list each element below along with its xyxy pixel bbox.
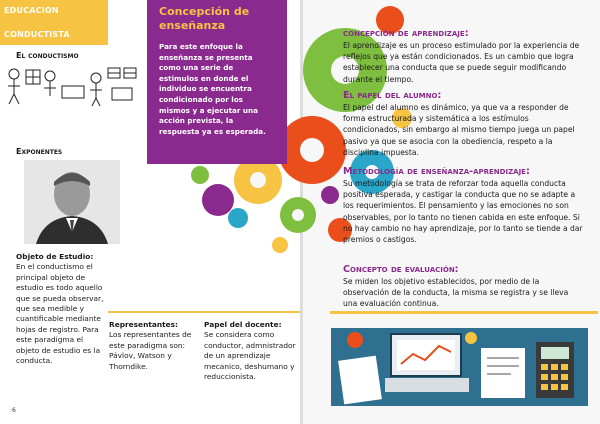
objeto-text: En el conductismo el principal objeto de estudio es todo aquello que se pueda observar, que sea medible y cuantificable mediante hojas de registro. Para este paradigma el objeto de estudio es la conducta. bbox=[16, 262, 104, 366]
alumno-title: El papel del alumno: bbox=[343, 90, 442, 101]
concept-box bbox=[147, 0, 287, 164]
evaluacion-title: Concepto de evaluación: bbox=[343, 264, 459, 275]
desk-illustration bbox=[331, 328, 588, 406]
header-line-2: CONDUCTISTA bbox=[4, 30, 70, 39]
right-divider bbox=[330, 311, 598, 314]
aprendizaje-section bbox=[343, 28, 583, 85]
conductismo-title: El conductismo bbox=[16, 51, 79, 60]
header-line-1: EDUCACION bbox=[4, 6, 59, 15]
objeto-label: Objeto de Estudio: bbox=[16, 252, 94, 261]
left-divider bbox=[108, 311, 300, 313]
representantes-label: Representantes: bbox=[109, 320, 179, 329]
metodologia-title: Metodología de enseñanza-aprendizaje: bbox=[343, 166, 530, 177]
conductismo-sketch-image bbox=[4, 64, 138, 108]
concept-title-line-1: Concepción de bbox=[159, 5, 250, 18]
aprendizaje-title: concepción de aprendizaje: bbox=[343, 28, 469, 39]
objeto-block bbox=[16, 252, 104, 366]
docente-text: Se considera como conductor, admnistrador de un aprendizaje mecanico, deshumano y reduccionista. bbox=[204, 330, 296, 382]
evaluacion-text: Se miden los objetivo establecidos, por medio de la observación de la conducta, la misma se registra y se lleva una evaluación continua. bbox=[343, 277, 569, 309]
evaluacion-section bbox=[343, 264, 583, 310]
exponent-portrait-photo bbox=[24, 160, 120, 244]
alumno-section bbox=[343, 90, 583, 158]
representantes-text: Los representantes de este paradigma son: Pávlov, Watson y Thorndike. bbox=[109, 330, 192, 371]
concept-text: Para este enfoque la enseñanza se presenta como una serie de estimulos en donde el individuo se encuentra condicionado por los mismos y a ejecutar una acción prevista, la respuesta ya es esperada. bbox=[159, 42, 266, 136]
representantes-block bbox=[109, 320, 201, 372]
metodologia-text: Su metodología se trata de reforzar toda aquella conducta positiva esperada, y castigar la conducta que no se adapte a los requerimientos. El pensamiento y las emociones no son observables, por lo tanto no tienen cabida en este enfoque. Si no hay cambio no hay aprendizaje, por lo tanto se tiende a dar premios o castigos. bbox=[343, 179, 583, 245]
page-number: 6 bbox=[12, 407, 16, 414]
docente-block bbox=[204, 320, 296, 382]
alumno-text: El papel del alumno es dinámico, ya que va a responder de forma estructurada y sistemática a los estímulos condicionados, sin embargo al mismo tiempo juega un papel pasivo ya que se asocia con la obediencia, respeto a la disciplina impuesta. bbox=[343, 103, 575, 157]
concept-title-line-2: enseñanza bbox=[159, 19, 226, 32]
aprendizaje-text: El aprendizaje es un proceso estimulado por la experiencia de reflejos que ya están condicionados. Es un cambio que logra establecer una conducta que se puede seguir modificando durante el tiempo. bbox=[343, 41, 580, 84]
exponentes-title: Exponentes bbox=[16, 147, 63, 156]
docente-label: Papel del docente: bbox=[204, 320, 282, 329]
metodologia-section bbox=[343, 166, 583, 245]
